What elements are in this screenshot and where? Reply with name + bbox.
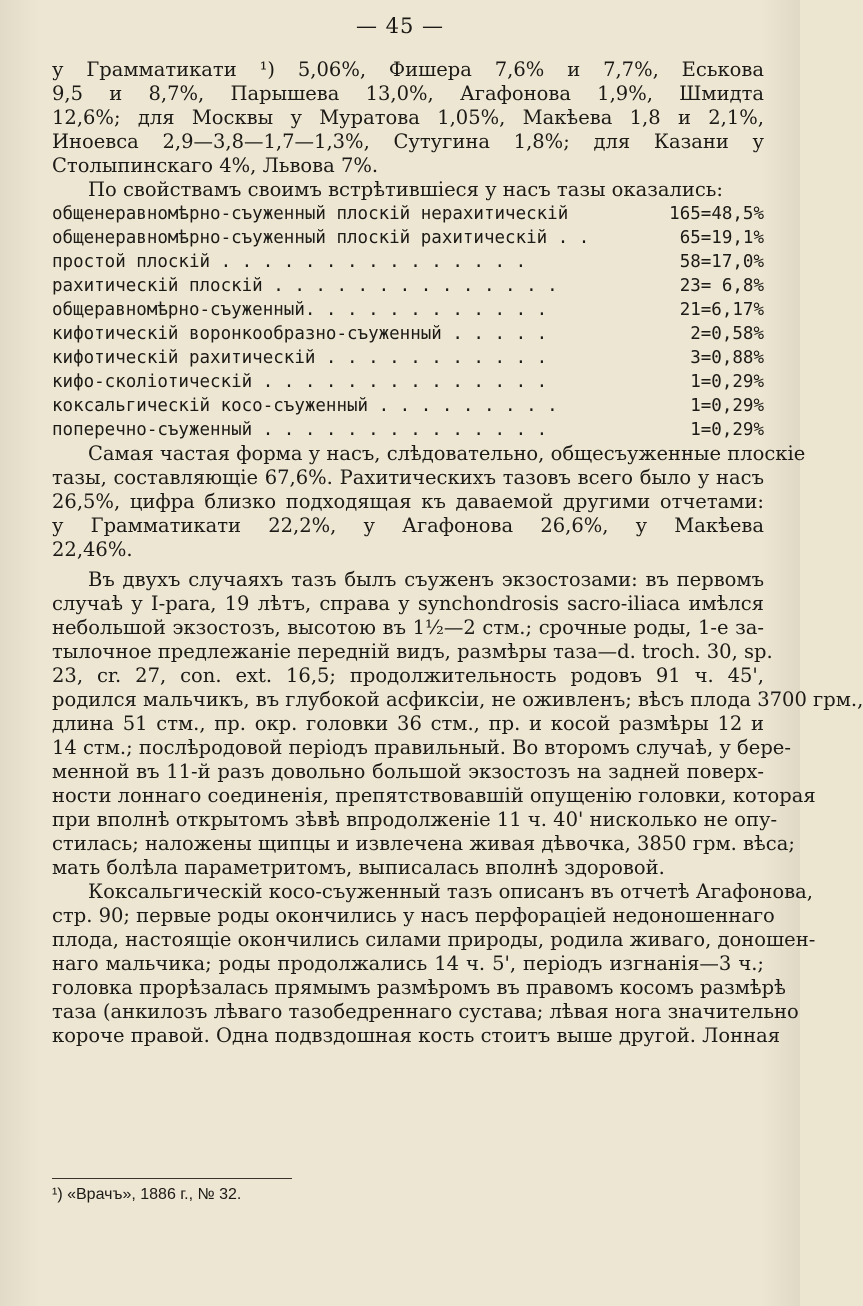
footnote: ¹) «Врачъ», 1886 г., № 32. [52, 1186, 242, 1203]
text-line: Иноевса 2,9—3,8—1,7—1,3%, Сутугина 1,8%; для Казани у [52, 130, 764, 153]
text-line: Коксальгическій косо-съуженный тазъ описанъ въ отчетѣ Агафонова, [88, 880, 813, 903]
table-row [52, 346, 764, 370]
text-line: у Грамматикати ¹) 5,06%, Фишера 7,6% и 7,7%, Еськова [52, 58, 764, 81]
text-line: случаѣ у I-para, 19 лѣтъ, справа у synchondrosis sacro-iliaca имѣлся [52, 592, 764, 615]
text-line: плода, настоящіе окончились силами природы, родила живаго, доношен- [52, 928, 816, 951]
pelvis-type-value: 23= 6,8% [679, 276, 764, 296]
pelvis-type-label: поперечно-съуженный . . . . . . . . . . . . . . [52, 420, 548, 440]
text-line: 9,5 и 8,7%, Парышева 13,0%, Агафонова 1,9%, Шмидта [52, 82, 764, 105]
pelvis-type-label: кифо-сколіотическій . . . . . . . . . . . . . . [52, 372, 548, 392]
intro-paragraph [52, 58, 764, 178]
text-line: стр. 90; первые роды окончились у насъ перфораціей недоношеннаго [52, 904, 775, 927]
table-row [52, 298, 764, 322]
pelvis-type-label: рахитическій плоскій . . . . . . . . . . . . . . [52, 276, 558, 296]
pelvis-type-label: общенеравномѣрно-съуженный плоскій нерахитическій [52, 204, 569, 224]
pelvis-type-label: общенеравномѣрно-съуженный плоскій рахитическій . . [52, 228, 590, 248]
body-text [52, 58, 863, 1048]
text-line: при вполнѣ открытомъ зѣвѣ впродолженіе 11 ч. 40' нисколько не опу- [52, 808, 778, 831]
pelvis-type-label: кифотическій воронкообразно-съуженный . . . . . [52, 324, 548, 344]
table-row [52, 322, 764, 346]
pelvis-type-label: коксальгическій косо-съуженный . . . . . . . . . [52, 396, 558, 416]
table-row [52, 226, 764, 250]
text-line: у Грамматикати 22,2%, у Агафонова 26,6%, у Макѣева [52, 514, 764, 537]
text-line: стилась; наложены щипцы и извлечена живая дѣвочка, 3850 грм. вѣса; [52, 832, 795, 855]
footnote-divider [52, 1178, 292, 1179]
pelvis-type-value: 58=17,0% [679, 252, 764, 272]
pelvis-type-table [52, 202, 764, 442]
pelvis-type-label: простой плоскій . . . . . . . . . . . . . . . [52, 252, 527, 272]
table-row [52, 274, 764, 298]
text-line: родился мальчикъ, въ глубокой асфиксіи, не оживленъ; вѣсъ плода 3700 грм., [52, 688, 863, 711]
paragraph-exostoses [52, 568, 863, 880]
pelvis-type-value: 2=0,58% [690, 324, 764, 344]
pelvis-type-value: 1=0,29% [690, 372, 764, 392]
text-line: 12,6%; для Москвы у Муратова 1,05%, Макѣева 1,8 и 2,1%, [52, 106, 764, 129]
table-row [52, 202, 764, 226]
text-line: менной въ 11-й разъ довольно большой экзостозъ на задней поверх- [52, 760, 764, 783]
pelvis-type-value: 21=6,17% [679, 300, 764, 320]
pelvis-type-label: кифотическій рахитическій . . . . . . . . . . . [52, 348, 548, 368]
pelvis-type-value: 3=0,88% [690, 348, 764, 368]
text-line: 22,46%. [52, 538, 133, 561]
table-intro: По свойствамъ своимъ встрѣтившіеся у насъ тазы оказались: [88, 178, 723, 201]
text-line: длина 51 стм., пр. окр. головки 36 стм., пр. и косой размѣры 12 и [52, 712, 764, 735]
pelvis-type-value: 1=0,29% [690, 420, 764, 440]
table-row [52, 370, 764, 394]
text-line: тазы, составляющіе 67,6%. Рахитическихъ тазовъ всего было у насъ [52, 466, 764, 489]
text-line: 23, cr. 27, con. ext. 16,5; продолжительность родовъ 91 ч. 45', [52, 664, 764, 687]
pelvis-type-value: 65=19,1% [679, 228, 764, 248]
text-line: Самая частая форма у насъ, слѣдовательно, общесъуженные плоскіе [88, 442, 806, 465]
text-line: ности лоннаго соединенія, препятствовавшій опущенію головки, которая [52, 784, 816, 807]
text-line: головка прорѣзалась прямымъ размѣромъ въ правомъ косомъ размѣрѣ [52, 976, 786, 999]
table-row [52, 394, 764, 418]
paragraph-common-forms [52, 442, 806, 562]
page-number: — 45 — [355, 14, 445, 38]
pelvis-type-value: 1=0,29% [690, 396, 764, 416]
text-line: Въ двухъ случаяхъ тазъ былъ съуженъ экзостозами: въ первомъ [88, 568, 764, 591]
text-line: короче правой. Одна подвздошная кость стоитъ выше другой. Лонная [52, 1024, 781, 1047]
table-row [52, 418, 764, 442]
text-line: 14 стм.; послѣродовой періодъ правильный. Во второмъ случаѣ, у бере- [52, 736, 791, 759]
text-line: таза (анкилозъ лѣваго тазобедреннаго сустава; лѣвая нога значительно [52, 1000, 799, 1023]
text-line: тылочное предлежаніе передній видъ, размѣры таза—d. troch. 30, sp. [52, 640, 773, 663]
text-line: 26,5%, цифра близко подходящая къ даваемой другими отчетами: [52, 490, 764, 513]
pelvis-type-label: общеравномѣрно-съуженный. . . . . . . . . . . . [52, 300, 548, 320]
table-row [52, 250, 764, 274]
text-line: небольшой экзостозъ, высотою въ 1½—2 стм.; срочные роды, 1-е за- [52, 616, 764, 639]
text-line: мать болѣла параметритомъ, выписалась вполнѣ здоровой. [52, 856, 665, 879]
pelvis-type-value: 165=48,5% [669, 204, 764, 224]
paragraph-coxalgic [52, 880, 816, 1048]
text-line: наго мальчика; роды продолжались 14 ч. 5', періодъ изгнанія—3 ч.; [52, 952, 764, 975]
text-line: Столыпинскаго 4%, Львова 7%. [52, 154, 379, 177]
